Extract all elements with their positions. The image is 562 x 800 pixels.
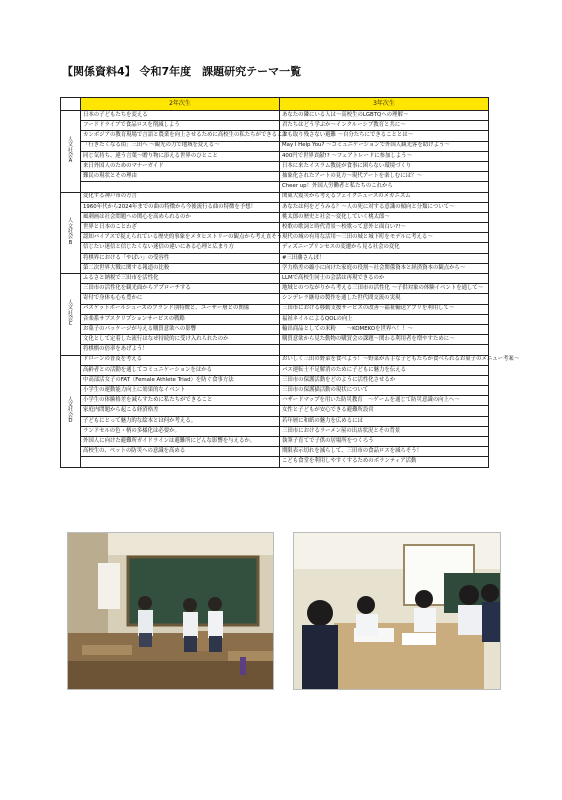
group-label-char: 文 [67,401,74,408]
group-label-char: 社 [67,229,74,236]
grade3-topic: #三田藩さんぽ！ [280,253,489,263]
grade2-topic: 来日外国人のためのマナーガイド [81,161,280,171]
grade3-topic: 期限表示切れを減らして、三田市の食品ロスを減らそう！ [280,447,489,457]
grade2-topic: フードドライブで食品ロスを削減しよう [81,121,280,131]
group-label-char: 人 [67,299,74,306]
grade3-topic: シンデレラ継母の製作を通した世代間交流の実現 [280,294,489,304]
group-discussion-photo [293,532,501,690]
grade2-topic: 日本の子どもたちを変える [81,111,280,121]
group-label-char: B [68,239,73,246]
table-row [61,111,489,121]
table-row [61,314,489,324]
grade2-topic: 「行きたくなる街」三田へ ～観光の力で地域を変える～ [81,141,280,151]
grade3-topic: Cheer up！外国人労働者と私たちのこれから [280,182,489,192]
grade2-topic: 将棋界における「やばい」の受容性 [81,253,280,263]
grade2-topic: ふるさと納税で三田市を活性化 [81,274,280,284]
grade2-topic: 1960年代から2024年までの曲の特徴から今後流行る曲の特徴を予想！ [81,202,280,212]
table-row [61,274,489,284]
grade2-topic: 信じたい迷信と信じたくない迷信の違いにある心理と広まり方 [81,243,280,253]
grade2-topic: ドローンの普及を考える [81,355,280,365]
group-label-char: 会 [67,152,74,159]
grade3-topic: 輸出商品としての米粉 ～KOMEKOを世界へ！！～ [280,324,489,334]
group-label-char: 文 [67,223,74,230]
classroom-presentation-photo [67,532,274,690]
research-topics-table [60,97,520,468]
grade3-topic: 執筆子育てで子供の居場所をつくろう [280,437,489,447]
grade3-topic: LLMで高校生同士の会話は再現できるのか [280,274,489,284]
group-label [61,192,81,274]
group-label-char: C [68,321,73,328]
table-row [61,294,489,304]
table-row [61,263,489,273]
table-row [61,233,489,243]
grade2-topic: 寄付で身体も心も豊かに [81,294,280,304]
group-label-char: 会 [67,234,74,241]
grade3-topic: おいしく三田の野菜を食べよう！～野菜が苦手な子どもたちが食べられるお菓子のメニュー考案～ [280,355,489,365]
table-row [61,447,489,457]
table-row [61,426,489,436]
group-label-char: 社 [67,310,74,317]
grade3-topic: バス運転士不足解消のために子どもに魅力を伝える [280,365,489,375]
table-row [61,375,489,385]
group-label-char: 文 [67,305,74,312]
grade3-topic: 現代の城の有用な活用～三田の城と城下町をモデルに考える～ [280,233,489,243]
grade2-topic: 高齢者との活動を通してコミュニケーションをはかる [81,365,280,375]
grade2-topic: 音楽系サブスクリプションサービスの戦略 [81,314,280,324]
grade3-topic: 学力格差の縮小に向けた家庭の役割～社会関係資本と経済資本の観点から～ [280,263,489,273]
grade2-topic: 変化する神戸市の方言 [81,192,280,202]
grade3-topic: 三田市の保護活動をどのように活性化させるか [280,375,489,385]
group-label-char: 文 [67,142,74,149]
grade2-topic: 小学生の運動能力向上に効果的なイベント [81,386,280,396]
grade3-topic: ディズニープリンセスの変遷から見る社会の変化 [280,243,489,253]
header-grade3: 3年次生 [280,98,489,111]
grade3-topic: 三田市におけるラーメン屋の出店状況とその背景 [280,426,489,436]
table-row [61,365,489,375]
table-row [61,437,489,447]
grade2-topic [81,182,280,192]
grade3-topic: 桃太郎の歴史と社会～変化していく桃太郎～ [280,212,489,222]
grade2-topic [81,457,280,467]
grade2-topic: バスケットボールシューズのブランド別特徴と、ユーザー層との関係 [81,304,280,314]
table-row [61,182,489,192]
grade3-topic: 福祉ネイルによるQOLの向上 [280,314,489,324]
grade3-topic: 誰も取り残さない避難 ～自分たちにできることとは～ [280,131,489,141]
grade2-topic: 高校生の、ペットの防災への意識を高める [81,447,280,457]
grade3-topic: 三田市における移動支援サービスの改善～福祉輸送アプリを利用して～ [280,304,489,314]
table-row [61,253,489,263]
grade3-topic: あなたの隣にいる人は～高校生のLGBTQへの理解～ [280,111,489,121]
table-row [61,121,489,131]
table-row [61,304,489,314]
group-label-char: A [68,158,73,165]
grade2-topic: お菓子のパッケージが与える購買意欲への影響 [81,324,280,334]
grade2-topic: 風刺画は社会問題への関心を高められるのか [81,212,280,222]
grade2-topic: 外国人に向けた避難所ガイドラインは避難所にどんな影響を与えるか。 [81,437,280,447]
grade3-topic: 地域とのつながりから考える三田市の活性化 ～子供対象の体験イベントを通して～ [280,284,489,294]
group-label-char: 会 [67,315,74,322]
grade3-topic: 日本に来たイスラム教徒が食事に困らない環境づくり [280,161,489,171]
grade2-topic: 将棋棋の倍率をあげよう！ [81,345,280,355]
table-row [61,161,489,171]
table-row [61,324,489,334]
grade2-topic: 中高部活女子のFAT（Female Athlete Triad）を防ぐ食事方法 [81,375,280,385]
group-label-char: 人 [67,396,74,403]
grade3-topic: 関東大震災から考えるフェイクニュースのメカニズム [280,192,489,202]
table-row [61,192,489,202]
grade2-topic: 三田市の活性化を観光面からアプローチする [81,284,280,294]
table-row [61,355,489,365]
grade3-topic: こども食堂を利用しやすくするためのボランティア活動 [280,457,489,467]
grade2-topic: 難民の現状とその理由 [81,172,280,182]
group-label-char: D [68,418,73,425]
grade2-topic: カンボジアの教育現場で言語と農業を向上させるために高校生の私たちができること [81,131,280,141]
grade2-topic: ランドセルの色・柄の多様化は必要か。 [81,426,280,436]
document-title: 【関係資料4】 令和7年度 課題研究テーマ一覧 [62,65,302,78]
grade2-topic: 世界と日本のことわざ [81,223,280,233]
header-grade2: 2年次生 [81,98,280,111]
table-row [61,131,489,141]
table-row [61,212,489,222]
table-header-row [61,98,489,111]
grade3-topic: あなたは何をどうみる？～人の死に対する意識の傾向と分類について～ [280,202,489,212]
table-row [61,151,489,161]
grade2-topic: 小学生の体験格差を減らすために私たちができること [81,396,280,406]
group-label-char: 人 [67,136,74,143]
grade3-topic: 三田市の保護猫活動の現状について [280,386,489,396]
table-row [61,172,489,182]
table-row [61,406,489,416]
table-row [61,223,489,233]
grade3-topic [280,345,489,355]
group-label [61,111,81,193]
grade3-topic: 女性と子どもが安心できる避難所設営 [280,406,489,416]
group-label-char: 社 [67,407,74,414]
group-label-char: 会 [67,412,74,419]
table-row [61,202,489,212]
table-row [61,345,489,355]
grade3-topic: 400円で世界貢献!? ～フェアトレードに参加しよう～ [280,151,489,161]
table-row [61,243,489,253]
group-label-char: 人 [67,218,74,225]
grade3-topic: 若年層に和紙の魅力を広めるには [280,416,489,426]
grade2-topic: 文化として定着した流行はなぜ持続的に受け入れられたのか [81,335,280,345]
grade2-topic: 認知バイアスで捉えられている歴史的事象をメタヒストリーの観点から考え直そう [81,233,280,243]
grade3-topic: 校歌の歌詞と時代背景～校歌って意外と面白い?!～ [280,223,489,233]
group-label [61,274,81,356]
grade3-topic: 抽象化されたアートの見方～現代アートを楽しむには？～ [280,172,489,182]
grade2-topic: 子どもにとって魅力的な絵本とは何か考える。 [81,416,280,426]
grade2-topic: 第二次世界大戦に関する報道の比較 [81,263,280,273]
grade3-topic: May I Help You? ～コミュニケーションで外国人観光客を助けよう～ [280,141,489,151]
group-label-char: 社 [67,147,74,154]
grade3-topic: 君たちはどう学ぶか～インクルーシブ教育と共に～ [280,121,489,131]
table-row [61,386,489,396]
table-row [61,457,489,467]
table-row [61,284,489,294]
group-label [61,355,81,467]
grade2-topic: 同じ気持ち、違う言葉～贈り物に添える世界のひとこと [81,151,280,161]
table-row [61,396,489,406]
header-blank [61,98,81,111]
table-row [61,141,489,151]
grade2-topic: 家庭内問題から起こる経済格差 [81,406,280,416]
grade3-topic: ハザードマップを用いた防災教育 ～ゲームを通じて防災意識の向上へ～ [280,396,489,406]
grade3-topic: 購買意欲から見た動物の購買会の課題～関わる利用者を増やすために～ [280,335,489,345]
table-row [61,335,489,345]
table-row [61,416,489,426]
